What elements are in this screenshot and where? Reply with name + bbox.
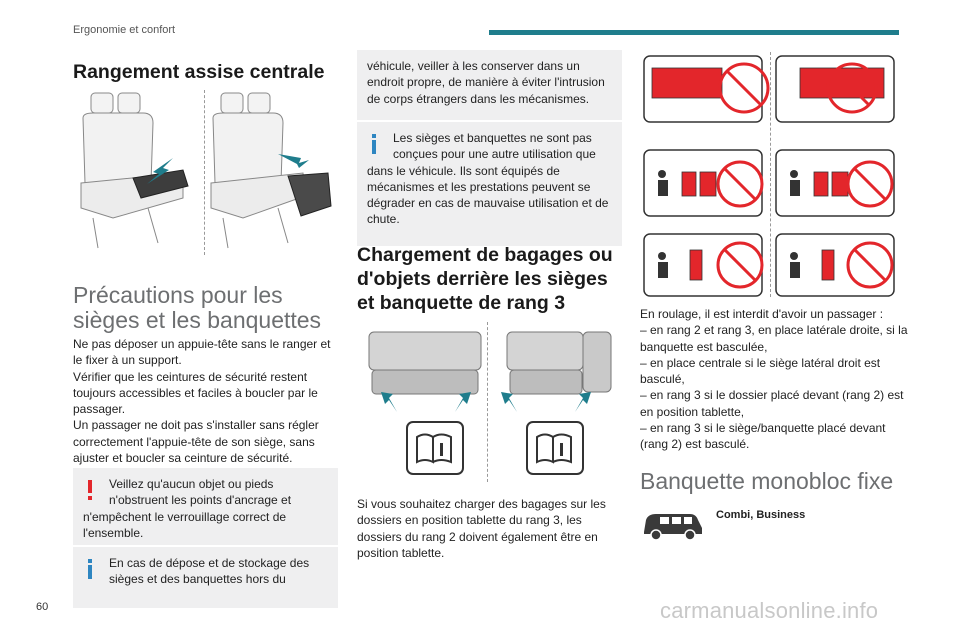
paragraph: En roulage, il est interdit d'avoir un passager : [640, 307, 884, 321]
version-label: Combi, Business [716, 509, 806, 521]
header-accent-bar [489, 30, 899, 35]
info-note [73, 547, 338, 608]
seat-storage-illustration [73, 88, 338, 258]
footer-watermark: carmanualsonline.info [660, 598, 879, 623]
section-title-bench: Banquette monobloc fixe [640, 468, 894, 494]
info-note-continued [357, 50, 622, 120]
luggage-paragraph: Si vous souhaitez charger des bagages sur les dossiers en position tablette du rang 3, les dossiers du rang 2 doivent également être en position tablette. [357, 497, 606, 560]
van-icon [640, 506, 704, 542]
paragraph: Vérifier que les ceintures de sécurité restent toujours accessibles et faciles à boucler par le passager. [73, 369, 318, 417]
illustration-divider [204, 90, 205, 255]
paragraph: Un passager ne doit pas s'installer sans régler correctement l'appuie-tête de son siège, sans ajuster et boucler sa ceinture de sécurité. [73, 418, 319, 466]
prohibited-seating-illustrations [640, 50, 908, 300]
list-item: – en rang 3 si le dossier placé devant (rang 2) est en position tablette, [640, 388, 904, 419]
precautions-text [73, 336, 338, 466]
header-title: Ergonomie et confort [73, 24, 176, 36]
page-number: 60 [36, 601, 49, 613]
warning-note [73, 468, 338, 545]
illustration-divider [770, 52, 771, 297]
illustration-divider [487, 322, 488, 482]
warning-icon [83, 476, 97, 498]
section-title-storage: Rangement assise centrale [73, 61, 325, 83]
paragraph: Ne pas déposer un appuie-tête sans le ranger et le fixer à un support. [73, 337, 331, 368]
warning-note-text: Veillez qu'aucun objet ou pieds n'obstruent les points d'ancrage et n'empêchent le verrouillage correct de l'ensemble. [83, 477, 292, 540]
list-item: – en rang 3 si le siège/banquette placé devant (rang 2) est basculé. [640, 421, 886, 452]
info-note-text: En cas de dépose et de stockage des sièges et des banquettes hors du [109, 556, 310, 587]
info-icon [367, 130, 381, 152]
prohibition-text [640, 306, 908, 453]
info-note-text: véhicule, veiller à les conserver dans un endroit propre, de manière à éviter l'intrusion de corps étrangers dans les mécanismes. [367, 59, 605, 106]
list-item: – en rang 2 et rang 3, en place latérale droite, si la banquette est basculée, [640, 323, 908, 354]
list-item: – en place centrale si le siège latéral droit est basculé, [640, 355, 881, 387]
info-icon [83, 555, 97, 577]
luggage-illustration [367, 322, 617, 482]
info-note [357, 122, 622, 246]
info-note-text: Les sièges et banquettes ne sont pas conçues pour une autre utilisation que dans le véhicule. Ils sont équipés de mécanismes et les prestations peuvent se dégrader en cas de mauvaise utilisation et de chute. [367, 131, 609, 227]
section-title-luggage: Chargement de bagages ou d'objets derrière les sièges et banquette de rang 3 [357, 244, 613, 314]
section-title-precautions: Précautions pour les sièges et les banquettes [73, 282, 322, 333]
